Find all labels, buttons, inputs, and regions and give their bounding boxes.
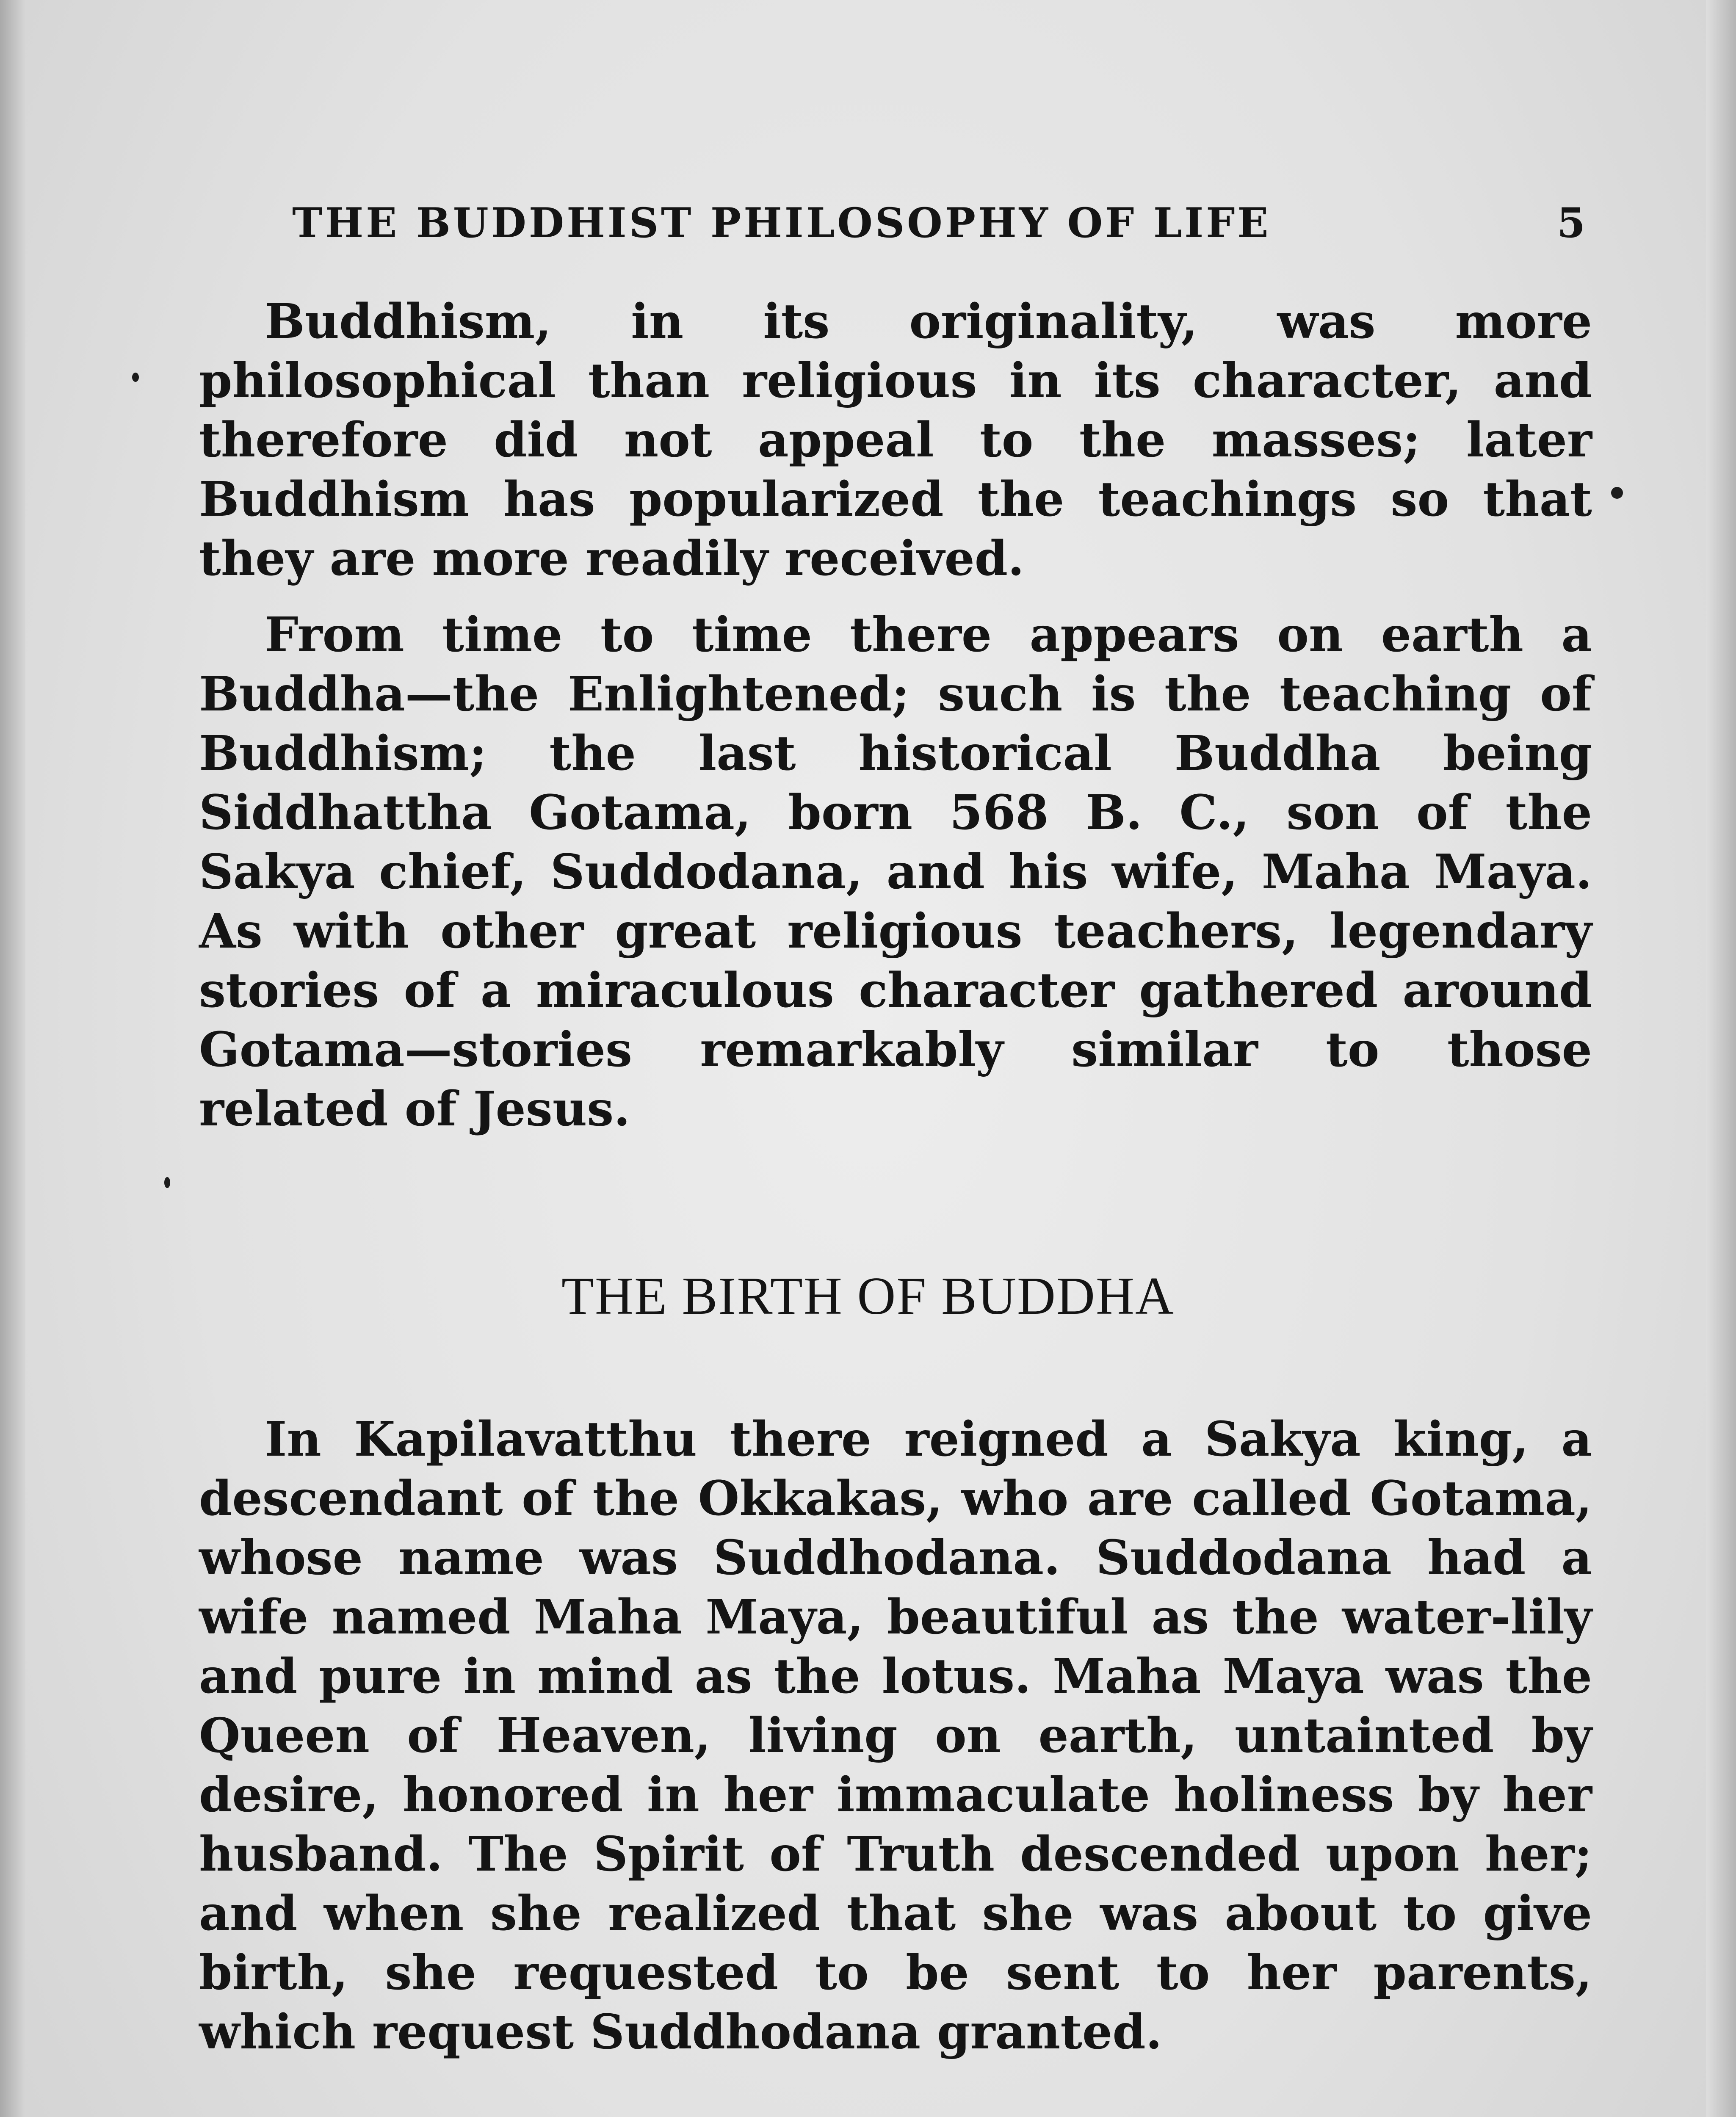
- ink-speck: [1611, 487, 1623, 499]
- paragraph-text: In Kapilavatthu there reigned a Sakya king, a descendant of the Okkakas, who are called Gotama, whose name was Suddhodana. Suddodana had a wife named Maha Maya, beautiful as the water-lily and pure in mind as the lotus. Maha Maya was the Queen of Heaven, living on earth, untainted by desire, honored in her immaculate holiness by her husband. The Spirit of Truth descended upon her; and when she realized that she was about to give birth, she requested to be sent to her parents, which request Suddhodana granted.: [199, 1412, 1592, 2060]
- section-heading: THE BIRTH OF BUDDHA: [561, 1267, 1175, 1326]
- paragraph-text: From time to time there appears on earth a Buddha—the Enlightened; such is the teaching of Buddhism; the last historical Buddha being Siddhattha Gotama, born 568 B. C., son of the Sakya chief, Suddodana, and his wife, Maha Maya. As with other great religious teachers, legendary stories of a miraculous character gathered around Gotama—stories remarkably similar to those related of Jesus.: [199, 607, 1592, 1137]
- running-head-title: THE BUDDHIST PHILOSOPHY OF LIFE: [292, 199, 1271, 247]
- page-number: 5: [1557, 199, 1588, 247]
- ink-speck: [164, 1177, 170, 1188]
- page-left-edge-shadow: [0, 0, 25, 2117]
- paragraph-text: Buddhism, in its originality, was more philosophical than religious in its character, and therefore did not appeal to the masses; later Buddhism has popularized the teachings so that they are more readily received.: [199, 294, 1592, 586]
- page-right-edge-shadow: [1706, 0, 1736, 2117]
- running-head: [292, 199, 1588, 247]
- section-paragraph-1: [199, 1410, 1592, 2062]
- ink-speck: [132, 373, 139, 382]
- intro-paragraph-1: [199, 292, 1592, 589]
- intro-paragraph-2: [199, 605, 1592, 1139]
